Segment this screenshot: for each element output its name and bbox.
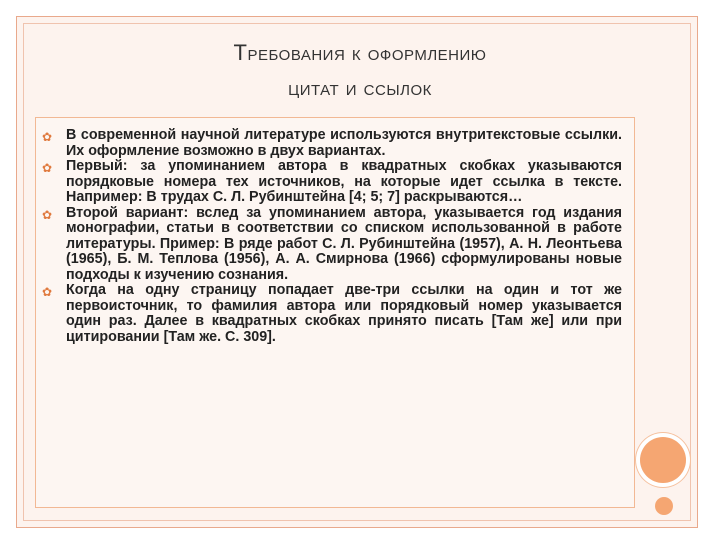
bullet-text: В современной научной литературе используются внутритекстовые ссылки. Их оформление возможно в двух вариантах. bbox=[66, 127, 622, 159]
bullet-item bbox=[42, 282, 622, 345]
decorative-circle-small bbox=[655, 497, 673, 515]
bullet-text: Первый: за упоминанием автора в квадратных скобках указываются порядковые номера тех источников, на которые идет ссылка в тексте. Например: В трудах С. Л. Рубинштейна [4; 5; 7] раскрываются… bbox=[66, 158, 622, 205]
content-box bbox=[35, 117, 635, 508]
flower-bullet-icon: ✿ bbox=[42, 161, 53, 175]
bullet-list bbox=[36, 118, 634, 345]
slide-title-line-2: цитат и ссылок bbox=[288, 75, 432, 100]
bullet-item bbox=[42, 204, 622, 284]
bullet-item bbox=[42, 127, 622, 159]
bullet-text: Второй вариант: вслед за упоминанием автора, указывается год издания монографии, статьи в соответствии со списком использованной в работе литературы. Пример: В ряде работ С. Л. Рубинштейна (1957), А. Н. Леонтьева (1965), Б. М. Теплова (1956), А. А. Смирнова (1966) сформулированы новые подходы к изучению сознания. bbox=[66, 204, 622, 283]
flower-bullet-icon: ✿ bbox=[42, 285, 53, 299]
slide-title-line-1: Требования к оформлению bbox=[233, 40, 487, 65]
decorative-circle-large bbox=[640, 437, 686, 483]
bullet-item bbox=[42, 158, 622, 206]
bullet-text: Когда на одну страницу попадает две-три ссылки на один и тот же первоисточник, то фамилия автора или порядковый номер указывается один раз. Далее в квадратных скобках принято писать [Там же] или при цитировании [Там же. С. 309]. bbox=[66, 282, 622, 345]
flower-bullet-icon: ✿ bbox=[42, 207, 53, 222]
flower-bullet-icon: ✿ bbox=[42, 130, 53, 144]
